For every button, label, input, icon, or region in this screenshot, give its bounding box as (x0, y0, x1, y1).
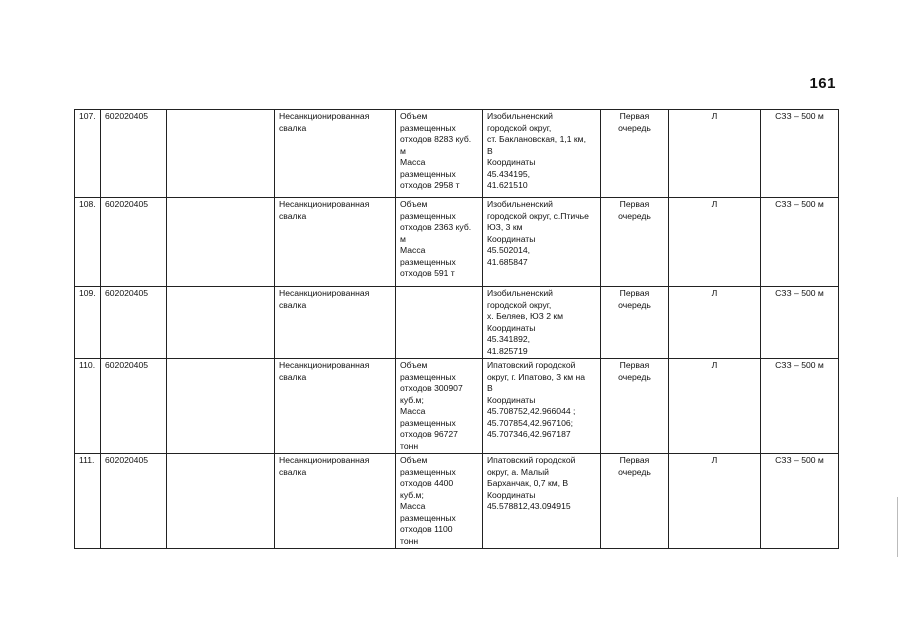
priority: Первая очередь (601, 198, 669, 287)
waste-site-table (74, 109, 839, 549)
category-letter: Л (669, 198, 761, 287)
priority: Первая очередь (601, 287, 669, 359)
sanitary-zone: СЗЗ – 500 м (761, 110, 839, 198)
empty-cell (167, 359, 275, 454)
object-type: Несанкционированная свалка (275, 287, 396, 359)
waste-volume: Объем размещенных отходов 2363 куб. м Масса размещенных отходов 591 т (396, 198, 483, 287)
sanitary-zone: СЗЗ – 500 м (761, 454, 839, 549)
category-letter: Л (669, 110, 761, 198)
table-row (75, 110, 839, 198)
sanitary-zone: СЗЗ – 500 м (761, 359, 839, 454)
empty-cell (167, 454, 275, 549)
empty-cell (167, 198, 275, 287)
table-row (75, 454, 839, 549)
object-code: 602020405 (101, 287, 167, 359)
empty-cell (167, 287, 275, 359)
object-type: Несанкционированная свалка (275, 359, 396, 454)
row-number: 110. (75, 359, 101, 454)
location: Ипатовский городской округ, а. Малый Барханчак, 0,7 км, В Координаты 45.578812,43.094915 (483, 454, 601, 549)
object-type: Несанкционированная свалка (275, 198, 396, 287)
waste-volume: Объем размещенных отходов 8283 куб. м Масса размещенных отходов 2958 т (396, 110, 483, 198)
table-row (75, 287, 839, 359)
page-number: 161 (809, 75, 836, 92)
sanitary-zone: СЗЗ – 500 м (761, 198, 839, 287)
waste-volume (396, 287, 483, 359)
waste-volume: Объем размещенных отходов 300907 куб.м; Масса размещенных отходов 96727 тонн (396, 359, 483, 454)
category-letter: Л (669, 454, 761, 549)
empty-cell (167, 110, 275, 198)
scan-edge-line (897, 497, 898, 557)
category-letter: Л (669, 287, 761, 359)
object-code: 602020405 (101, 110, 167, 198)
table-row (75, 198, 839, 287)
object-type: Несанкционированная свалка (275, 110, 396, 198)
location: Изобильненский городской округ, х. Беляев, ЮЗ 2 км Координаты 45.341892, 41.825719 (483, 287, 601, 359)
priority: Первая очередь (601, 454, 669, 549)
object-code: 602020405 (101, 359, 167, 454)
row-number: 111. (75, 454, 101, 549)
row-number: 107. (75, 110, 101, 198)
sanitary-zone: СЗЗ – 500 м (761, 287, 839, 359)
category-letter: Л (669, 359, 761, 454)
location: Изобильненский городской округ, с.Птичье ЮЗ, 3 км Координаты 45.502014, 41.685847 (483, 198, 601, 287)
location: Ипатовский городской округ, г. Ипатово, 3 км на В Координаты 45.708752,42.966044 ; 45.707854,42.967106; 45.707346,42.967187 (483, 359, 601, 454)
table-row (75, 359, 839, 454)
object-code: 602020405 (101, 454, 167, 549)
row-number: 108. (75, 198, 101, 287)
object-code: 602020405 (101, 198, 167, 287)
priority: Первая очередь (601, 359, 669, 454)
row-number: 109. (75, 287, 101, 359)
object-type: Несанкционированная свалка (275, 454, 396, 549)
waste-volume: Объем размещенных отходов 4400 куб.м; Масса размещенных отходов 1100 тонн (396, 454, 483, 549)
priority: Первая очередь (601, 110, 669, 198)
location: Изобильненский городской округ, ст. Баклановская, 1,1 км, В Координаты 45.434195, 41.621510 (483, 110, 601, 198)
